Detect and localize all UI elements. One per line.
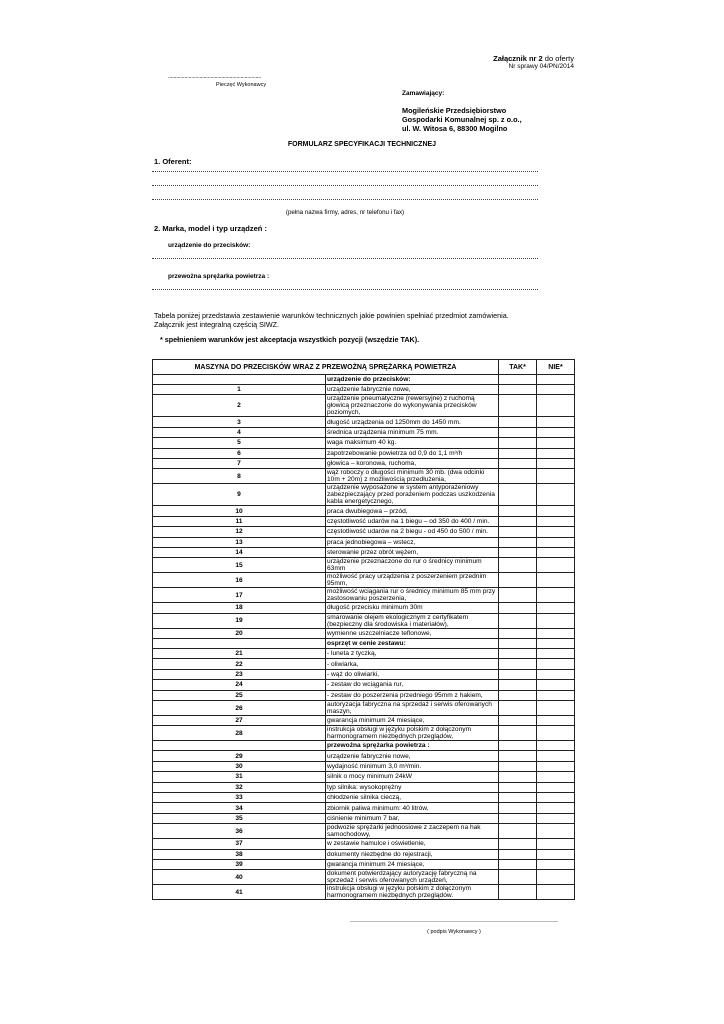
offeror-note: (pełna nazwa firmy, adres, nr telefonu i fax) (285, 209, 405, 216)
table-row (153, 813, 575, 823)
table-row (153, 458, 575, 468)
stamp-label: Pieczęć Wykonawcy (216, 82, 267, 88)
table-row (153, 649, 575, 659)
table-row (153, 573, 575, 588)
row-requirement: wymienne uszczelniacze teflonowe, (326, 628, 499, 638)
table-row (153, 417, 575, 427)
table-row (153, 448, 575, 458)
row-requirement: średnica urządzenia minimum 75 mm. (326, 427, 499, 437)
row-number: 10 (153, 506, 326, 516)
table-row (153, 726, 575, 741)
form-title: FORMULARZ SPECYFIKACJI TECHNICZNEJ (287, 141, 437, 148)
row-requirement: urządzenie przeznaczone do rur o średnicy minimum 63mm (326, 558, 499, 573)
no-cell[interactable] (537, 680, 575, 690)
yes-cell[interactable] (499, 385, 537, 395)
no-cell[interactable] (537, 701, 575, 716)
row-number: 9 (153, 484, 326, 506)
row-requirement: - oliwiarka, (326, 659, 499, 669)
row-number: 4 (153, 427, 326, 437)
yes-cell[interactable] (499, 603, 537, 613)
row-requirement: - zestaw do wciągania rur, (326, 680, 499, 690)
no-cell[interactable] (537, 375, 575, 385)
table-row (153, 558, 575, 573)
yes-cell[interactable] (499, 484, 537, 506)
no-cell[interactable] (537, 726, 575, 741)
no-cell[interactable] (537, 547, 575, 557)
yes-cell[interactable] (499, 516, 537, 526)
row-number: 39 (153, 859, 326, 869)
row-number: 8 (153, 469, 326, 484)
stamp-dots: .................................................................... (168, 74, 261, 80)
yes-cell[interactable] (499, 870, 537, 885)
yes-cell[interactable] (499, 761, 537, 771)
no-cell[interactable] (537, 527, 575, 537)
row-number: 38 (153, 849, 326, 859)
table-header-yes: TAK* (499, 360, 537, 375)
table-row (153, 438, 575, 448)
yes-cell[interactable] (499, 427, 537, 437)
attachment-title (470, 54, 574, 63)
row-number: 29 (153, 751, 326, 761)
attachment-title-rest: do oferty (542, 54, 574, 63)
no-cell[interactable] (537, 558, 575, 573)
signature-line (350, 921, 558, 922)
no-cell[interactable] (537, 458, 575, 468)
no-cell[interactable] (537, 813, 575, 823)
yes-cell[interactable] (499, 716, 537, 726)
buyer-line-2: Gospodarki Komunalnej sp. z o.o., (402, 115, 522, 124)
yes-cell[interactable] (499, 669, 537, 679)
row-number: 28 (153, 726, 326, 741)
yes-cell[interactable] (499, 613, 537, 628)
row-requirement: zbiornik paliwa minimum: 40 litrów, (326, 803, 499, 813)
row-requirement: podwozie sprężarki jednoosiowe z zaczepem na hak samochodowy, (326, 824, 499, 839)
row-number: 35 (153, 813, 326, 823)
no-cell[interactable] (537, 751, 575, 761)
row-requirement: instrukcja obsługi w języku polskim z dołączonym harmonogramem niezbędnych przeglądów, (326, 726, 499, 741)
section-1-title: 1. Oferent: (154, 157, 192, 166)
table-row (153, 870, 575, 885)
no-cell[interactable] (537, 484, 575, 506)
no-cell[interactable] (537, 772, 575, 782)
row-number: 25 (153, 690, 326, 700)
table-row (153, 782, 575, 792)
section-number-cell (153, 375, 326, 385)
no-cell[interactable] (537, 385, 575, 395)
intro-bullet: * spełnieniem warunków jest akceptacja wszystkich pozycji (wszędzie TAK). (160, 335, 420, 344)
no-cell[interactable] (537, 669, 575, 679)
row-requirement: chłodzenie silnika cieczą, (326, 792, 499, 802)
row-number: 18 (153, 603, 326, 613)
section-title: przewożna sprężarka powietrza : (326, 741, 499, 751)
table-row (153, 547, 575, 557)
no-cell[interactable] (537, 506, 575, 516)
yes-cell[interactable] (499, 782, 537, 792)
no-cell[interactable] (537, 859, 575, 869)
no-cell[interactable] (537, 870, 575, 885)
table-section-row (153, 375, 575, 385)
row-number: 11 (153, 516, 326, 526)
yes-cell[interactable] (499, 792, 537, 802)
row-requirement: długość przecisku minimum 30m (326, 603, 499, 613)
row-requirement: ciśnienie minimum 7 bar, (326, 813, 499, 823)
row-number: 12 (153, 527, 326, 537)
case-number: Nr sprawy 04/PN/2014 (508, 63, 574, 70)
row-number: 24 (153, 680, 326, 690)
table-row (153, 516, 575, 526)
row-number: 34 (153, 803, 326, 813)
table-row (153, 506, 575, 516)
row-requirement: autoryzacja fabryczna na sprzedaż i serwis oferowanych maszyn, (326, 701, 499, 716)
yes-cell[interactable] (499, 813, 537, 823)
row-number: 36 (153, 824, 326, 839)
no-cell[interactable] (537, 469, 575, 484)
no-cell[interactable] (537, 448, 575, 458)
no-cell[interactable] (537, 782, 575, 792)
buyer-address (402, 106, 522, 133)
buyer-line-1: Mogileńskie Przedsiębiorstwo (402, 106, 507, 115)
row-requirement: silnik o mocy minimum 24kW (326, 772, 499, 782)
row-number: 40 (153, 870, 326, 885)
intro-line-2: Załącznik jest integralną częścią SIWZ. (154, 320, 280, 329)
row-number: 20 (153, 628, 326, 638)
row-requirement: urządzenie fabrycznie nowe, (326, 385, 499, 395)
row-requirement: waga maksimum 40 kg. (326, 438, 499, 448)
table-row (153, 527, 575, 537)
yes-cell[interactable] (499, 469, 537, 484)
yes-cell[interactable] (499, 859, 537, 869)
yes-cell[interactable] (499, 438, 537, 448)
table-row (153, 537, 575, 547)
yes-cell[interactable] (499, 839, 537, 849)
table-row (153, 395, 575, 417)
attachment-title-bold: Załącznik nr 2 (493, 54, 543, 63)
row-number: 7 (153, 458, 326, 468)
yes-cell[interactable] (499, 395, 537, 417)
yes-cell[interactable] (499, 803, 537, 813)
yes-cell[interactable] (499, 772, 537, 782)
yes-cell[interactable] (499, 690, 537, 700)
row-number: 26 (153, 701, 326, 716)
intro-line-1: Tabela poniżej przedstawia zestawienie warunków technicznych jakie powinien spełniać przedmiot zamówienia. (154, 311, 509, 320)
no-cell[interactable] (537, 628, 575, 638)
row-requirement: długość urządzenia od 1250mm do 1450 mm. (326, 417, 499, 427)
row-number: 27 (153, 716, 326, 726)
row-number: 19 (153, 613, 326, 628)
no-cell[interactable] (537, 603, 575, 613)
row-requirement: praca dwubiegowa – przód, (326, 506, 499, 516)
yes-cell[interactable] (499, 588, 537, 603)
row-requirement: częstotliwość udarów na 2 biegu - od 450 do 500 / min. (326, 527, 499, 537)
section-title: urządzenie do przecisków: (326, 375, 499, 385)
yes-cell[interactable] (499, 537, 537, 547)
yes-cell[interactable] (499, 701, 537, 716)
table-row (153, 588, 575, 603)
no-cell[interactable] (537, 537, 575, 547)
no-cell[interactable] (537, 438, 575, 448)
buyer-label: Zamawiający: (402, 90, 445, 97)
yes-cell[interactable] (499, 824, 537, 839)
row-number: 16 (153, 573, 326, 588)
row-number: 14 (153, 547, 326, 557)
row-number: 23 (153, 669, 326, 679)
row-number: 15 (153, 558, 326, 573)
row-requirement: wąż roboczy o długości minimum 30 mb. (dwa odcinki 10m + 20m) z możliwością przedłużenia, (326, 469, 499, 484)
row-requirement: dokumenty niezbędne do rejestracji, (326, 849, 499, 859)
no-cell[interactable] (537, 427, 575, 437)
device-1-label: urządzenie do przecisków: (168, 242, 251, 249)
no-cell[interactable] (537, 649, 575, 659)
row-requirement: w zestawie hamulce i oświetlenie, (326, 839, 499, 849)
table-row (153, 469, 575, 484)
yes-cell[interactable] (499, 649, 537, 659)
table-row (153, 659, 575, 669)
table-row (153, 385, 575, 395)
no-cell[interactable] (537, 792, 575, 802)
no-cell[interactable] (537, 885, 575, 900)
no-cell[interactable] (537, 824, 575, 839)
table-row (153, 849, 575, 859)
section-number-cell (153, 741, 326, 751)
device-2-line[interactable] (152, 289, 538, 290)
no-cell[interactable] (537, 690, 575, 700)
row-number: 5 (153, 438, 326, 448)
table-row (153, 792, 575, 802)
table-header-row (153, 360, 575, 375)
table-header-title: MASZYNA DO PRZECISKÓW WRAZ Z PRZEWOŻNĄ SPRĘŻARKĄ POWIETRZA (153, 360, 499, 375)
yes-cell[interactable] (499, 751, 537, 761)
no-cell[interactable] (537, 803, 575, 813)
no-cell[interactable] (537, 613, 575, 628)
yes-cell[interactable] (499, 885, 537, 900)
yes-cell[interactable] (499, 680, 537, 690)
offeror-line-1[interactable] (152, 171, 538, 172)
yes-cell[interactable] (499, 527, 537, 537)
row-requirement: sterowanie przez obrót wężem, (326, 547, 499, 557)
table-row (153, 803, 575, 813)
yes-cell[interactable] (499, 726, 537, 741)
row-requirement: instrukcja obsługi w języku polskim z dołączonym harmonogramem niezbędnych przeglądów. (326, 885, 499, 900)
row-requirement: urządzenie fabrycznie nowe, (326, 751, 499, 761)
table-row (153, 613, 575, 628)
yes-cell[interactable] (499, 573, 537, 588)
table-row (153, 484, 575, 506)
table-header-no: NIE* (537, 360, 575, 375)
row-requirement: częstotliwość udarów na 1 biegu – od 350 do 400 / min. (326, 516, 499, 526)
table-row (153, 690, 575, 700)
no-cell[interactable] (537, 741, 575, 751)
yes-cell[interactable] (499, 417, 537, 427)
table-row (153, 603, 575, 613)
no-cell[interactable] (537, 417, 575, 427)
row-requirement: praca jednobiegowa – wstecz, (326, 537, 499, 547)
row-requirement: możliwość pracy urządzenia z poszerzeniem przednim 95mm, (326, 573, 499, 588)
offeror-line-3[interactable] (152, 199, 538, 200)
row-number: 1 (153, 385, 326, 395)
no-cell[interactable] (537, 639, 575, 649)
yes-cell[interactable] (499, 558, 537, 573)
row-requirement: gwarancja minimum 24 miesiące, (326, 716, 499, 726)
row-number: 3 (153, 417, 326, 427)
yes-cell[interactable] (499, 448, 537, 458)
row-requirement: - zestaw do poszerzenia przedniego 95mm z hakiem, (326, 690, 499, 700)
device-1-line[interactable] (152, 258, 538, 259)
row-requirement: wydajność minimum 3,0 m³/min. (326, 761, 499, 771)
yes-cell[interactable] (499, 458, 537, 468)
table-row (153, 824, 575, 839)
table-row (153, 701, 575, 716)
spec-table (152, 359, 575, 900)
table-row (153, 716, 575, 726)
row-number: 30 (153, 761, 326, 771)
section-number-cell (153, 639, 326, 649)
row-number: 41 (153, 885, 326, 900)
row-requirement: głowica – koronowa, ruchoma, (326, 458, 499, 468)
row-requirement: smarowanie olejem ekologicznym z certyfikatem (bezpieczny dla środowiska i materiałów), (326, 613, 499, 628)
table-row (153, 885, 575, 900)
row-requirement: - wąż do oliwiarki, (326, 669, 499, 679)
table-row (153, 628, 575, 638)
yes-cell[interactable] (499, 849, 537, 859)
row-requirement: typ silnika: wysokoprężny (326, 782, 499, 792)
no-cell[interactable] (537, 839, 575, 849)
table-section-row (153, 639, 575, 649)
table-section-row (153, 741, 575, 751)
yes-cell[interactable] (499, 741, 537, 751)
table-row (153, 839, 575, 849)
row-requirement: gwarancja minimum 24 miesiące, (326, 859, 499, 869)
row-requirement: - luneta z tyczką, (326, 649, 499, 659)
table-row (153, 427, 575, 437)
table-row (153, 680, 575, 690)
no-cell[interactable] (537, 761, 575, 771)
row-requirement: urządzenie pneumatyczne (rewersyjne) z ruchomą głowicą przeznaczone do wykonywania przecisków poziomych, (326, 395, 499, 417)
yes-cell[interactable] (499, 547, 537, 557)
table-row (153, 751, 575, 761)
section-title: osprzęt w cenie zestawu: (326, 639, 499, 649)
no-cell[interactable] (537, 573, 575, 588)
row-number: 2 (153, 395, 326, 417)
no-cell[interactable] (537, 716, 575, 726)
row-number: 17 (153, 588, 326, 603)
row-requirement: dokument potwierdzający autoryzację fabryczną na sprzedaż i serwis oferowanych urządzeń, (326, 870, 499, 885)
row-requirement: urządzenie wyposażone w system antyporażeniowy zabezpieczający przed porażeniem podczas uszkodzenia kabla energetycznego, (326, 484, 499, 506)
row-requirement: możliwość wciągania rur o średnicy minimum 85 mm przy zastosowaniu poszerzenia, (326, 588, 499, 603)
row-number: 21 (153, 649, 326, 659)
yes-cell[interactable] (499, 628, 537, 638)
device-2-label: przewożna sprężarka powietrza : (168, 273, 270, 280)
row-number: 37 (153, 839, 326, 849)
table-row (153, 761, 575, 771)
section-2-title: 2. Marka, model i typ urządzeń : (154, 224, 267, 233)
yes-cell[interactable] (499, 506, 537, 516)
row-number: 31 (153, 772, 326, 782)
no-cell[interactable] (537, 659, 575, 669)
offeror-line-2[interactable] (152, 185, 538, 186)
row-number: 22 (153, 659, 326, 669)
row-number: 32 (153, 782, 326, 792)
yes-cell[interactable] (499, 375, 537, 385)
row-requirement: zapotrzebowanie powietrza od 0,9 do 1,1 m³/h (326, 448, 499, 458)
buyer-line-3: ul. W. Witosa 6, 88300 Mogilno (402, 124, 508, 133)
signature-label: ( podpis Wykonawcy ) (427, 929, 481, 935)
no-cell[interactable] (537, 849, 575, 859)
table-row (153, 669, 575, 679)
no-cell[interactable] (537, 516, 575, 526)
table-row (153, 859, 575, 869)
yes-cell[interactable] (499, 639, 537, 649)
row-number: 33 (153, 792, 326, 802)
intro-text (154, 311, 584, 329)
no-cell[interactable] (537, 588, 575, 603)
table-row (153, 772, 575, 782)
no-cell[interactable] (537, 395, 575, 417)
yes-cell[interactable] (499, 659, 537, 669)
row-number: 6 (153, 448, 326, 458)
row-number: 13 (153, 537, 326, 547)
